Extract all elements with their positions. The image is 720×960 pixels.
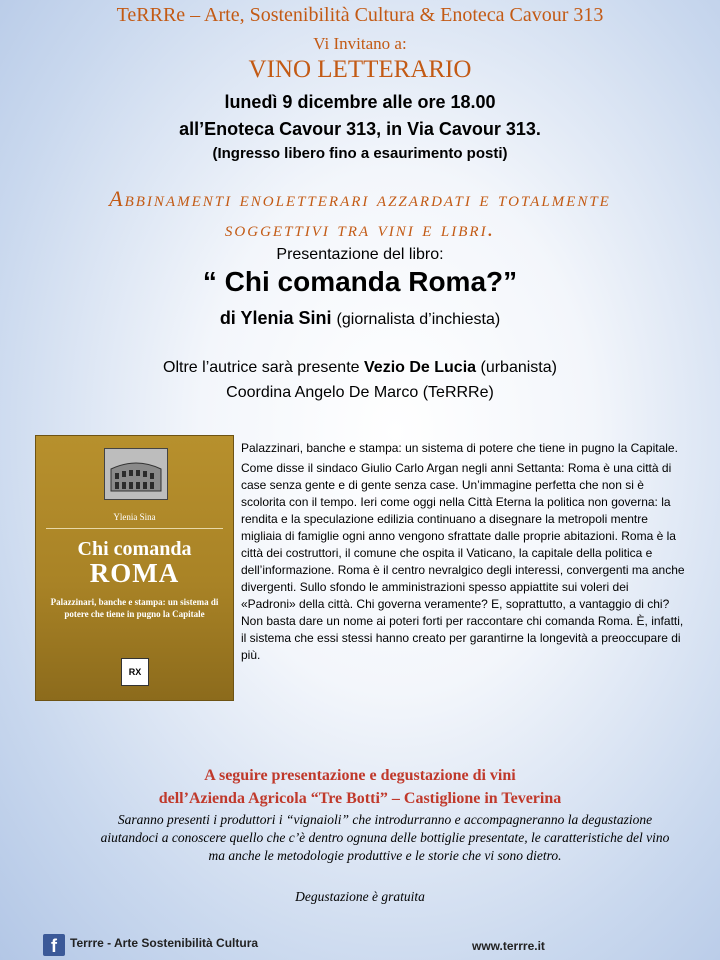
presentation-intro: Presentazione del libro: — [276, 246, 444, 263]
tasting-free: Degustazione è gratuita — [295, 889, 425, 904]
tasting-detail: Saranno presenti i produttori i “vignaioli” che introdurranno e accompagneranno la degustazione aiutandoci a conoscere quello che c’è dentro ognuna delle bottiglie presentate, le caratteristiche del vino ma anche le metodologie produttive e le storie che vi sono dietro. — [100, 812, 670, 863]
entry-note: (Ingresso libero fino a esaurimento posti) — [212, 145, 508, 162]
website-link[interactable]: www.terrre.it — [472, 939, 545, 953]
event-title: VINO LETTERARIO — [248, 56, 472, 83]
cover-title-line2: ROMA — [89, 558, 180, 588]
blurb-paragraph-1: Palazzinari, banche e stampa: un sistema di potere che tiene in pugno la Capitale. — [241, 441, 678, 455]
colosseum-photo — [104, 448, 168, 500]
guest-prefix: Oltre l’autrice sarà presente — [163, 359, 360, 376]
book-cover — [35, 435, 234, 701]
facebook-icon[interactable]: f — [43, 934, 65, 956]
cover-author: Ylenia Sina — [113, 512, 156, 522]
header-title: TeRRRe – Arte, Sostenibilità Cultura & Enoteca Cavour 313 — [116, 4, 604, 26]
tagline — [0, 184, 720, 244]
tagline-line1: Abbinamenti enoletterari azzardati e totalmente — [109, 186, 611, 211]
tasting-line2: dell’Azienda Agricola “Tre Botti” – Castiglione in Teverina — [158, 790, 562, 807]
guest-name: Vezio De Lucia — [364, 359, 477, 376]
author-name: di Ylenia Sini — [219, 308, 332, 328]
colosseum-icon — [105, 449, 167, 499]
author-role: (giornalista d’inchiesta) — [336, 311, 501, 328]
book-author — [0, 308, 720, 329]
tasting-line1: A seguire presentazione e degustazione di vini — [204, 767, 516, 784]
facebook-link[interactable]: Terrre - Arte Sostenibilità Cultura — [70, 936, 259, 950]
guest-line — [0, 359, 720, 377]
cover-divider — [46, 528, 223, 529]
cover-subtitle: Palazzinari, banche e stampa: un sistema di potere che tiene in pugno la Capitale — [50, 597, 219, 619]
event-venue: all’Enoteca Cavour 313, in Via Cavour 313. — [179, 119, 541, 139]
cover-title-line1: Chi comanda — [77, 538, 192, 560]
event-date: lunedì 9 dicembre alle ore 18.00 — [224, 92, 496, 112]
tagline-line2: soggettivi tra vini e libri. — [224, 216, 496, 241]
book-title: “ Chi comanda Roma?” — [202, 266, 518, 297]
header-invite: Vi Invitano a: — [313, 34, 407, 53]
guest-role: (urbanista) — [480, 359, 557, 376]
coordinator-line: Coordina Angelo De Marco (TeRRRe) — [226, 384, 494, 401]
book-blurb — [241, 440, 686, 667]
blurb-paragraph-2: Come disse il sindaco Giulio Carlo Argan negli anni Settanta: Roma è una città di case senza gente e di gente senza case. Un’immagine perfetta che non si è scolorita con il tempo. Ieri come oggi nella Città Eterna la politica non governa: la rendita e la speculazione edilizia continuano a disegnare la metropoli mentre migliaia di famiglie ogni anno vengono sfrattate dalle proprie abitazioni. Roma è la città dei costruttori, il comune che ospita il Vaticano, la capitale della politica e dell’informazione. Roma è il centro nevralgico degli interessi, convergenti ma anche divergenti. Sullo sfondo le amministrazioni spesso appiattite sui voleri dei «Padroni» della città. Chi governa veramente? E, soprattutto, a vantaggio di chi? Non basta dare un nome ai poteri forti per raccontare chi comanda Roma. È, infatti, il sistema che essi stessi hanno creato per garantirne la longevità a preoccupare di più. — [241, 461, 685, 662]
publisher-logo: RX — [121, 658, 149, 686]
